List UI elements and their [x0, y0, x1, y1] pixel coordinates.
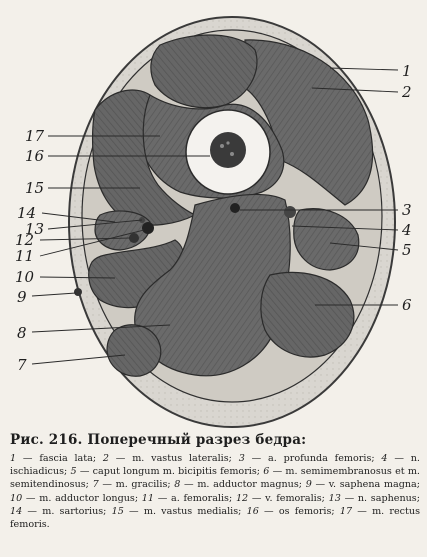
femoral-artery: [142, 222, 154, 234]
legend-number: 13: [328, 492, 341, 504]
label-4: 4: [402, 221, 412, 239]
figure-caption: [10, 432, 420, 531]
femur-marrow: [210, 132, 246, 168]
label-14: 14: [17, 204, 37, 222]
legend-text: caput longum m. bicipitis femoris;: [92, 466, 261, 478]
great-saphenous-vein: [74, 288, 82, 296]
legend-text: a. profunda femoris;: [268, 453, 375, 464]
legend-number: 14: [10, 505, 23, 517]
legend-number: 6: [263, 466, 270, 478]
legend-number: 1: [10, 453, 17, 464]
label-6: 6: [402, 296, 412, 314]
label-13: 13: [25, 220, 45, 238]
legend-text: n. saphenus;: [357, 492, 420, 504]
legend-number: 5: [70, 466, 77, 478]
legend-number: 10: [10, 492, 23, 504]
label-17: 17: [25, 127, 45, 145]
legend-text: m. vastus lateralis;: [132, 453, 232, 464]
label-16: 16: [25, 147, 45, 165]
legend-text: os femoris;: [278, 505, 335, 517]
caption-legend: 1 — fascia lata; 2 — m. vastus lateralis; 3 — a. profunda femoris; 4 — n. ischiadicus; 5 — caput longum m. bicipitis femoris; 6 — m. semimembranosus et m. semitendinosus; 7 — m. gracilis; 8 — m. adductor magnus; 9 — v. saphena magna; 10 — m. adductor longus; 11 — a. femoralis; 12 — v. femoralis; 13 — n. saphenus; 14 — m. sartorius; 15 — m. vastus medialis; 16 — os femoris; 17 — m. rectus femoris.: [10, 453, 421, 531]
legend-text: v. femoralis;: [265, 492, 325, 504]
legend-text: fascia lata;: [39, 453, 97, 464]
legend-number: 2: [102, 453, 109, 464]
sciatic-nerve: [284, 206, 296, 218]
label-11: 11: [15, 247, 35, 265]
legend-text: m. gracilis;: [115, 479, 171, 491]
label-15: 15: [25, 179, 45, 197]
label-5: 5: [402, 241, 412, 259]
label-2: 2: [402, 83, 412, 101]
legend-number: 12: [235, 492, 249, 504]
label-10: 10: [15, 268, 35, 286]
legend-text: m. sartorius;: [42, 505, 107, 517]
legend-text: m. semimembranosus et m. semitendinosus;: [10, 466, 420, 491]
legend-number: 4: [381, 453, 388, 464]
legend-number: 11: [141, 492, 155, 504]
label-1: 1: [402, 62, 412, 80]
label-8: 8: [17, 324, 27, 342]
legend-text: m. adductor magnus;: [197, 479, 303, 491]
legend-number: 15: [111, 505, 124, 517]
caption-title: Рис. 216. Поперечный разрез бедра:: [10, 432, 307, 448]
label-12: 12: [15, 231, 35, 249]
legend-text: v. saphena magna;: [328, 479, 421, 491]
legend-text: a. femoralis;: [171, 492, 233, 504]
legend-number: 8: [174, 479, 181, 491]
deep-femoral-artery: [230, 203, 240, 213]
label-3: 3: [402, 201, 412, 219]
legend-text: m. adductor longus;: [39, 492, 139, 504]
legend-number: 16: [246, 505, 259, 517]
legend-number: 9: [305, 479, 312, 491]
legend-number: 17: [339, 505, 353, 517]
legend-number: 3: [238, 453, 245, 464]
label-7: 7: [17, 356, 27, 374]
legend-text: n. ischiadicus;: [10, 453, 420, 478]
label-9: 9: [17, 288, 27, 306]
femoral-vein: [129, 233, 139, 243]
legend-text: m. rectus femoris.: [10, 505, 420, 531]
legend-text: m. vastus medialis;: [143, 505, 242, 517]
legend-number: 7: [92, 479, 99, 491]
gracilis-muscle: [107, 325, 161, 376]
